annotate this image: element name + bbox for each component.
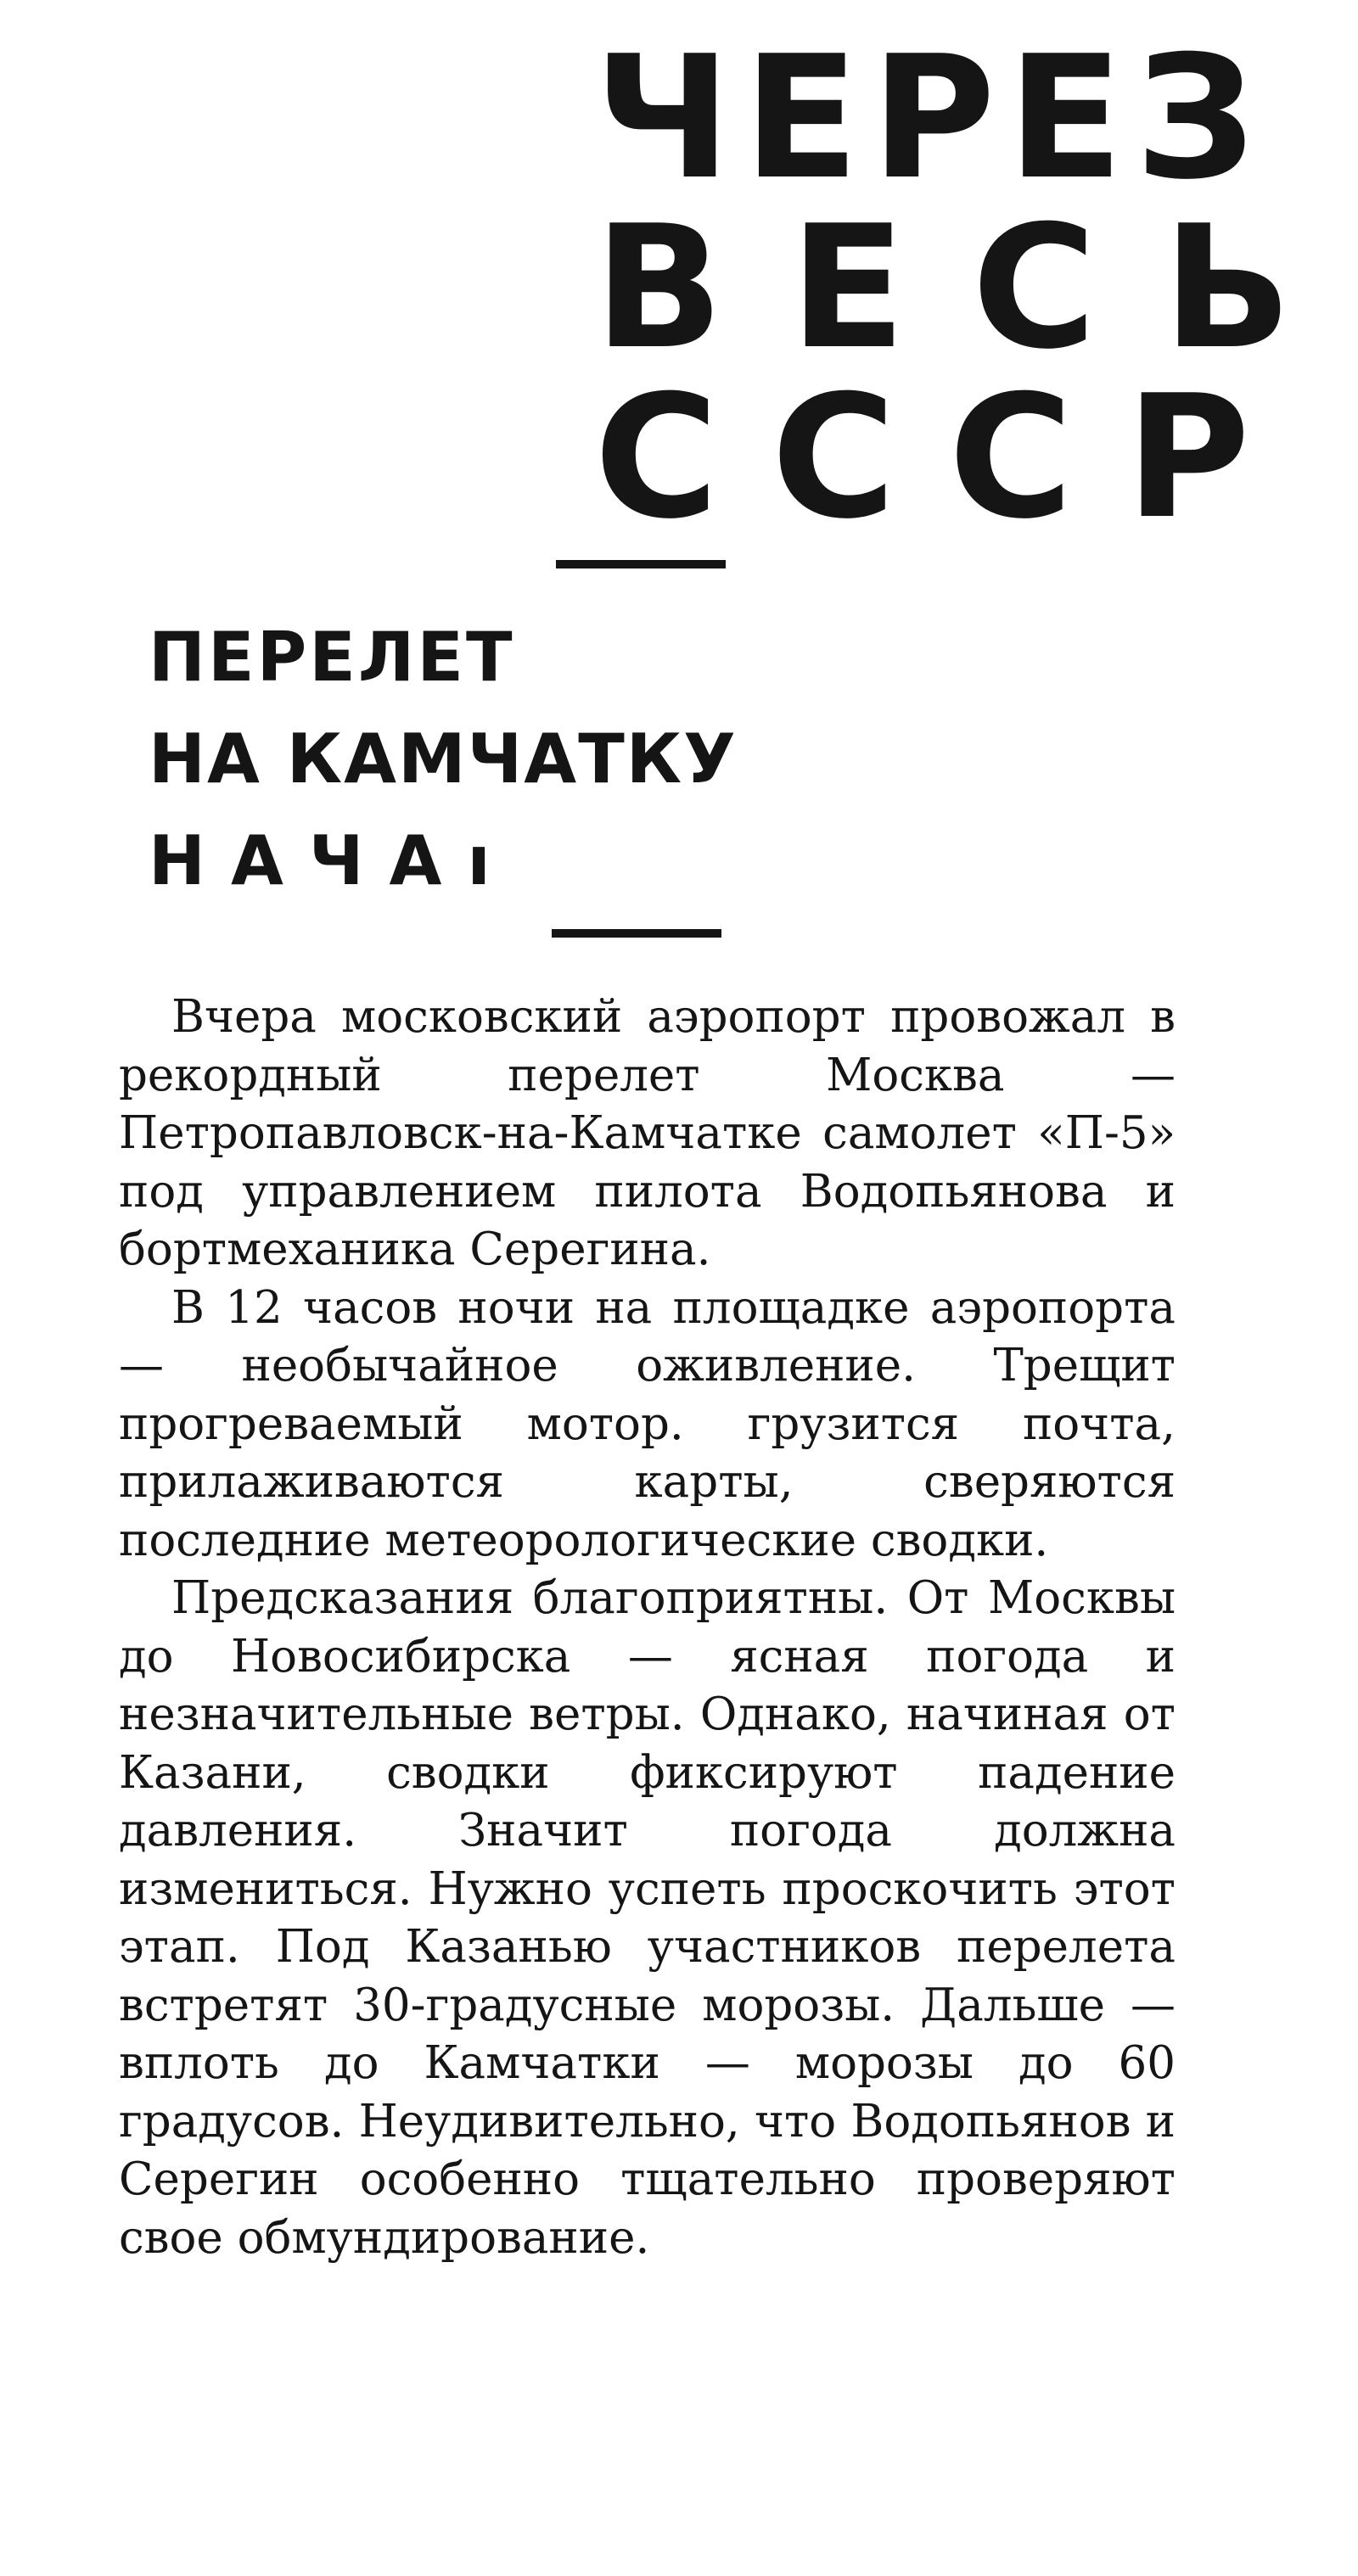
headline-line-2: ВЕСЬ <box>594 189 1358 387</box>
subheadline-line-1: ПЕРЕЛЕТ <box>149 618 515 697</box>
article-body <box>119 988 1176 2267</box>
article-paragraph: В 12 часов ночи на площадке аэропорта — необычайное оживление. Трещит прогреваемый мотор. грузится почта, прилаживаются карты, сверяются последние метеорологические сводки. <box>119 1281 1176 1566</box>
headline-line-3: СССР <box>594 359 1303 557</box>
headline-line-1: ЧЕРЕЗ <box>594 20 1268 217</box>
article-paragraph: Вчера московский аэропорт провожал в рекордный перелет Москва —Петропавловск-на-Камчатке самолет «П-5» под управлением пилота Водопьянова и бортмеханика Серегина. <box>119 991 1176 1275</box>
subheadline-divider <box>552 929 721 938</box>
article-paragraph: Предсказания благоприятны. От Москвы до Новосибирска — ясная погода и незначительные ветры. Однако, начиная от Казани, сводки фиксируют падение давления. Значит погода должна измениться. Нужно успеть проскочить этот этап. Под Казанью участников перелета встретят 30-градусные морозы. Дальше — вплоть до Камчатки — морозы до 60 градусов. Неудивительно, что Водопьянов и Серегин особенно тщательно проверяют свое обмундирование. <box>119 1572 1176 2264</box>
subheadline-line-2: НА КАМЧАТКУ <box>149 720 738 798</box>
headline-divider <box>556 560 726 568</box>
subheadline-line-3: НАЧАı <box>149 821 516 900</box>
